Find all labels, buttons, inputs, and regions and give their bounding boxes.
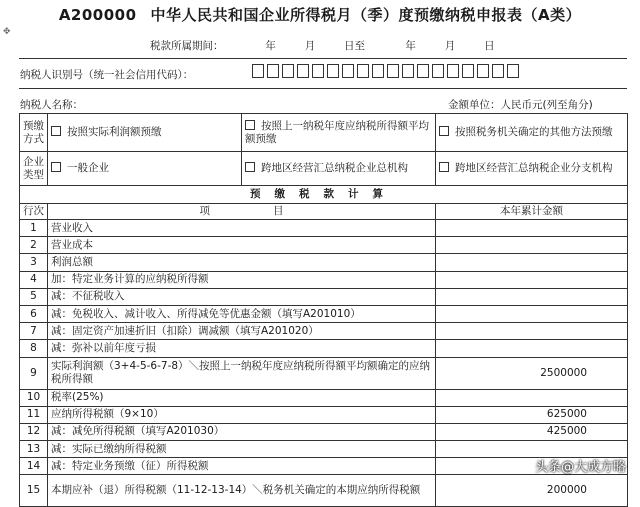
row-amount[interactable]: [436, 254, 628, 271]
divider: [19, 88, 627, 89]
table-row: [20, 288, 628, 305]
row-item: 营业成本: [48, 237, 436, 254]
period-end-month: 月: [444, 40, 456, 52]
row-item: 营业收入: [48, 220, 436, 237]
row-item: 减：不征税收入: [48, 288, 436, 305]
enterprise-option-general[interactable]: 一般企业: [48, 152, 242, 186]
row-amount[interactable]: [436, 305, 628, 322]
table-row: [20, 357, 628, 389]
table-row: [20, 340, 628, 357]
taxpayer-id-boxes[interactable]: [252, 64, 519, 78]
checkbox-icon[interactable]: [245, 120, 255, 130]
row-item: 税率(25%): [48, 389, 436, 406]
row-number: 6: [20, 305, 48, 322]
row-item: 加：特定业务计算的应纳税所得额: [48, 271, 436, 288]
table-row: [20, 254, 628, 271]
taxpayer-name-label: 纳税人名称：: [20, 99, 83, 111]
enterprise-option-branch[interactable]: 跨地区经营汇总纳税企业分支机构: [436, 152, 628, 186]
column-header-amount: 本年累计金额: [436, 204, 628, 220]
row-item: 应纳所得税额（9×10）: [48, 406, 436, 423]
checkbox-icon[interactable]: [439, 162, 449, 172]
divider: [19, 58, 627, 59]
row-amount[interactable]: [436, 323, 628, 340]
row-number: 15: [20, 475, 48, 507]
column-header-row: [20, 204, 628, 220]
enterprise-type-row: [20, 152, 628, 186]
prepay-method-row: [20, 114, 628, 152]
row-number: 1: [20, 220, 48, 237]
checkbox-icon[interactable]: [439, 126, 449, 136]
row-number: 3: [20, 254, 48, 271]
period-end-day: 日: [484, 40, 495, 52]
row-amount[interactable]: [436, 288, 628, 305]
table-row: [20, 237, 628, 254]
row-number: 7: [20, 323, 48, 340]
table-row: [20, 305, 628, 322]
form-code: A200000: [58, 6, 137, 24]
column-header-row-no: 行次: [20, 204, 48, 220]
row-item: 实际利润额（3+4-5-6-7-8）＼按照上一纳税年度应纳税所得额平均额确定的应纳税所得额: [48, 357, 436, 389]
row-number: 8: [20, 340, 48, 357]
row-amount[interactable]: 625000: [436, 406, 628, 423]
row-amount[interactable]: 200000: [436, 475, 628, 507]
row-number: 2: [20, 237, 48, 254]
row-amount[interactable]: [436, 237, 628, 254]
row-item: 减：实际已缴纳所得税额: [48, 441, 436, 458]
row-number: 5: [20, 288, 48, 305]
declaration-table: [19, 113, 628, 507]
prepay-option-actual-profit[interactable]: 按照实际利润额预缴: [48, 114, 242, 152]
form-title-text: 中华人民共和国企业所得税月（季）度预缴纳税申报表（A类）: [150, 6, 582, 24]
table-row: [20, 475, 628, 507]
row-amount[interactable]: 425000: [436, 423, 628, 440]
period-label: 税款所属期间：: [150, 40, 224, 52]
row-number: 10: [20, 389, 48, 406]
row-number: 12: [20, 423, 48, 440]
row-item: 减：减免所得税额（填写A201030）: [48, 423, 436, 440]
table-row: [20, 406, 628, 423]
table-row: [20, 423, 628, 440]
table-row: [20, 271, 628, 288]
enterprise-type-label: 企业类型: [20, 152, 48, 186]
row-item: 减：弥补以前年度亏损: [48, 340, 436, 357]
period-end-year: 年: [405, 40, 416, 52]
column-header-item: 项 目: [48, 204, 436, 220]
row-amount[interactable]: [436, 389, 628, 406]
section-title-row: [20, 186, 628, 204]
period-start-year: 年: [265, 40, 276, 52]
row-number: 4: [20, 271, 48, 288]
row-amount[interactable]: [436, 220, 628, 237]
row-item: 本期应补（退）所得税额（11-12-13-14）＼税务机关确定的本期应纳所得税额: [48, 475, 436, 507]
row-number: 11: [20, 406, 48, 423]
checkbox-icon[interactable]: [51, 126, 61, 136]
checkbox-icon[interactable]: [51, 162, 61, 172]
period-start-month: 月: [304, 40, 316, 52]
amount-unit-label: 金额单位：人民币元(列至角分): [448, 99, 593, 111]
row-item: 减：免税收入、减计收入、所得减免等优惠金额（填写A201010）: [48, 305, 436, 322]
checkbox-icon[interactable]: [245, 162, 255, 172]
row-number: 9: [20, 357, 48, 389]
prepay-option-other-method[interactable]: 按照税务机关确定的其他方法预缴: [436, 114, 628, 152]
row-item: 减：特定业务预缴（征）所得税额: [48, 458, 436, 475]
prepay-method-label: 预缴方式: [20, 114, 48, 152]
table-row: [20, 389, 628, 406]
prepay-option-prior-year-average[interactable]: 按照上一纳税年度应纳税所得额平均额预缴: [242, 114, 436, 152]
form-title: [0, 4, 640, 25]
period-start-day: 日至: [344, 40, 366, 52]
watermark: 头条@大成方略: [534, 460, 626, 475]
row-number: 14: [20, 458, 48, 475]
row-number: 13: [20, 441, 48, 458]
enterprise-option-head-office[interactable]: 跨地区经营汇总纳税企业总机构: [242, 152, 436, 186]
taxpayer-id-label: 纳税人识别号（统一社会信用代码）：: [20, 69, 194, 81]
row-amount[interactable]: [436, 340, 628, 357]
row-amount[interactable]: [436, 271, 628, 288]
table-row: [20, 220, 628, 237]
move-handle-icon[interactable]: ✥: [3, 27, 11, 37]
table-row: [20, 323, 628, 340]
row-amount[interactable]: 2500000: [436, 357, 628, 389]
row-item: 减：固定资产加速折旧（扣除）调减额（填写A201020）: [48, 323, 436, 340]
section-title: 预缴税款计算: [20, 186, 628, 204]
tax-period: [150, 38, 495, 53]
row-item: 利润总额: [48, 254, 436, 271]
